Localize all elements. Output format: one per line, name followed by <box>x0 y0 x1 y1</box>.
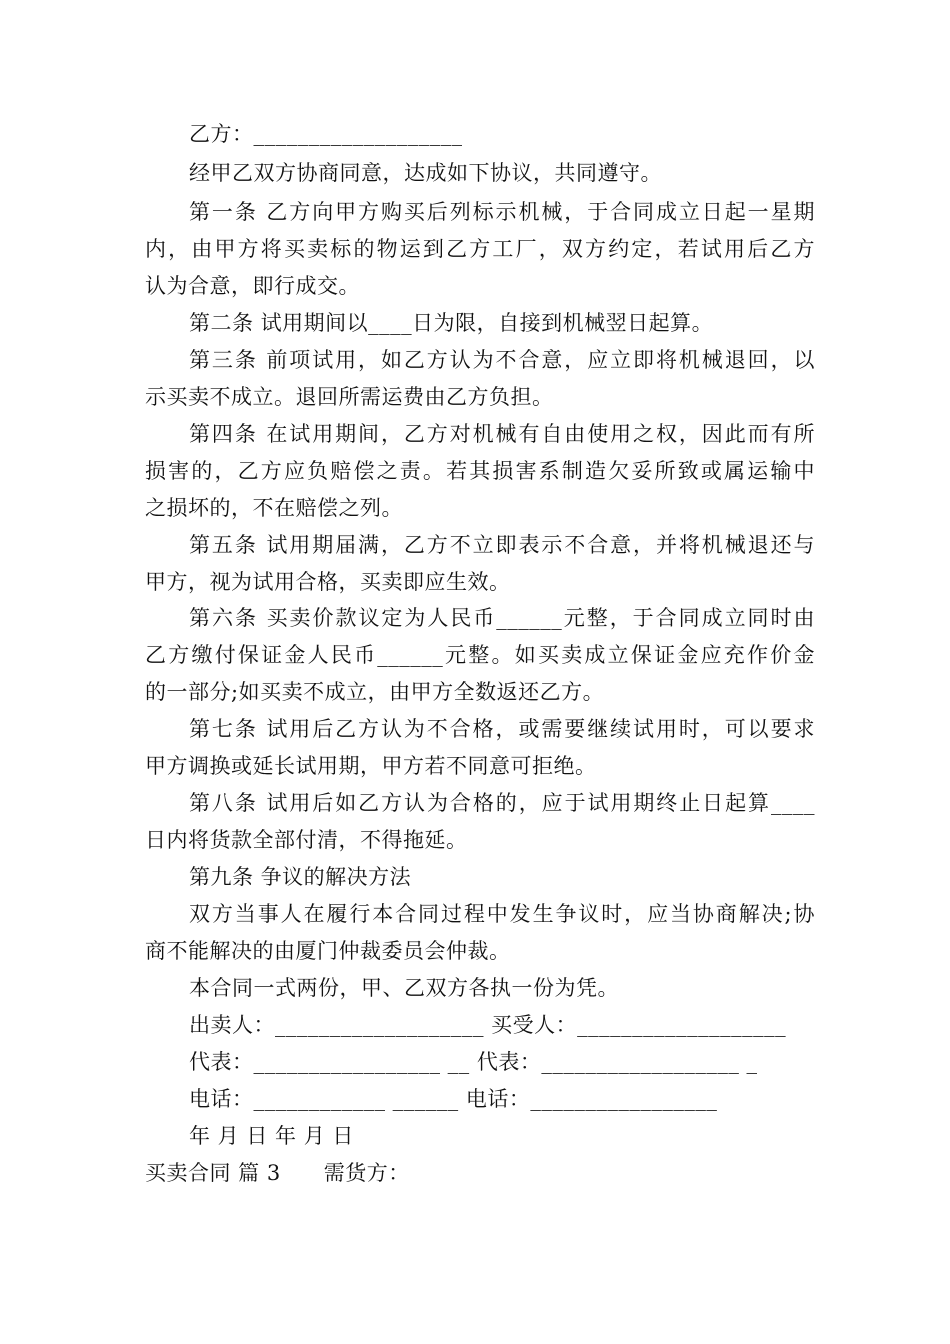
seller-buyer-signature: 出卖人：___________________ 买受人：___________________ <box>189 1013 787 1037</box>
article-1-line-2: 内，由甲方将买卖标的物运到乙方工厂，双方约定，若试用后乙方 <box>145 237 815 261</box>
next-contract-heading: 买卖合同 篇 3 需货方： <box>145 1161 410 1185</box>
dispute-line-2: 商不能解决的由厦门仲裁委员会仲裁。 <box>145 939 511 963</box>
party-b-line: 乙方：___________________ <box>189 122 463 146</box>
dispute-line-1: 双方当事人在履行本合同过程中发生争议时，应当协商解决;协 <box>189 902 815 926</box>
phone-signature: 电话：____________ ______ 电话：_________________ <box>189 1087 718 1111</box>
article-6-line-2: 乙方缴付保证金人民币______元整。如买卖成立保证金应充作价金 <box>145 643 815 667</box>
agreement-intro: 经甲乙双方协商同意，达成如下协议，共同遵守。 <box>189 161 662 185</box>
article-8-line-1: 第八条 试用后如乙方认为合格的，应于试用期终止日起算____ <box>189 791 815 815</box>
article-4-line-1: 第四条 在试用期间，乙方对机械有自由使用之权，因此而有所 <box>189 422 815 446</box>
article-7-line-1: 第七条 试用后乙方认为不合格，或需要继续试用时，可以要求 <box>189 717 815 741</box>
article-6-line-1: 第六条 买卖价款议定为人民币______元整，于合同成立同时由 <box>189 606 815 630</box>
article-6-line-3: 的一部分;如买卖不成立，由甲方全数返还乙方。 <box>145 680 605 704</box>
article-2: 第二条 试用期间以____日为限，自接到机械翌日起算。 <box>189 311 714 335</box>
article-5-line-2: 甲方，视为试用合格，买卖即应生效。 <box>145 570 511 594</box>
article-5-line-1: 第五条 试用期届满，乙方不立即表示不合意，并将机械退还与 <box>189 533 815 557</box>
date-line: 年 月 日 年 月 日 <box>189 1124 354 1148</box>
article-8-line-2: 日内将货款全部付清，不得拖延。 <box>145 828 468 852</box>
article-1-line-1: 第一条 乙方向甲方购买后列标示机械，于合同成立日起一星期 <box>189 200 815 224</box>
article-7-line-2: 甲方调换或延长试用期，甲方若不同意可拒绝。 <box>145 754 597 778</box>
article-1-line-3: 认为合意，即行成交。 <box>145 274 360 298</box>
article-3-line-2: 示买卖不成立。退回所需运费由乙方负担。 <box>145 385 554 409</box>
article-4-line-3: 之损坏的，不在赔偿之列。 <box>145 496 403 520</box>
copies-clause: 本合同一式两份，甲、乙双方各执一份为凭。 <box>189 976 619 1000</box>
article-9-title: 第九条 争议的解决方法 <box>189 865 412 889</box>
article-3-line-1: 第三条 前项试用，如乙方认为不合意，应立即将机械退回，以 <box>189 348 815 372</box>
representative-signature: 代表：_________________ __ 代表：__________________ _ <box>189 1050 758 1074</box>
article-4-line-2: 损害的，乙方应负赔偿之责。若其损害系制造欠妥所致或属运输中 <box>145 459 815 483</box>
